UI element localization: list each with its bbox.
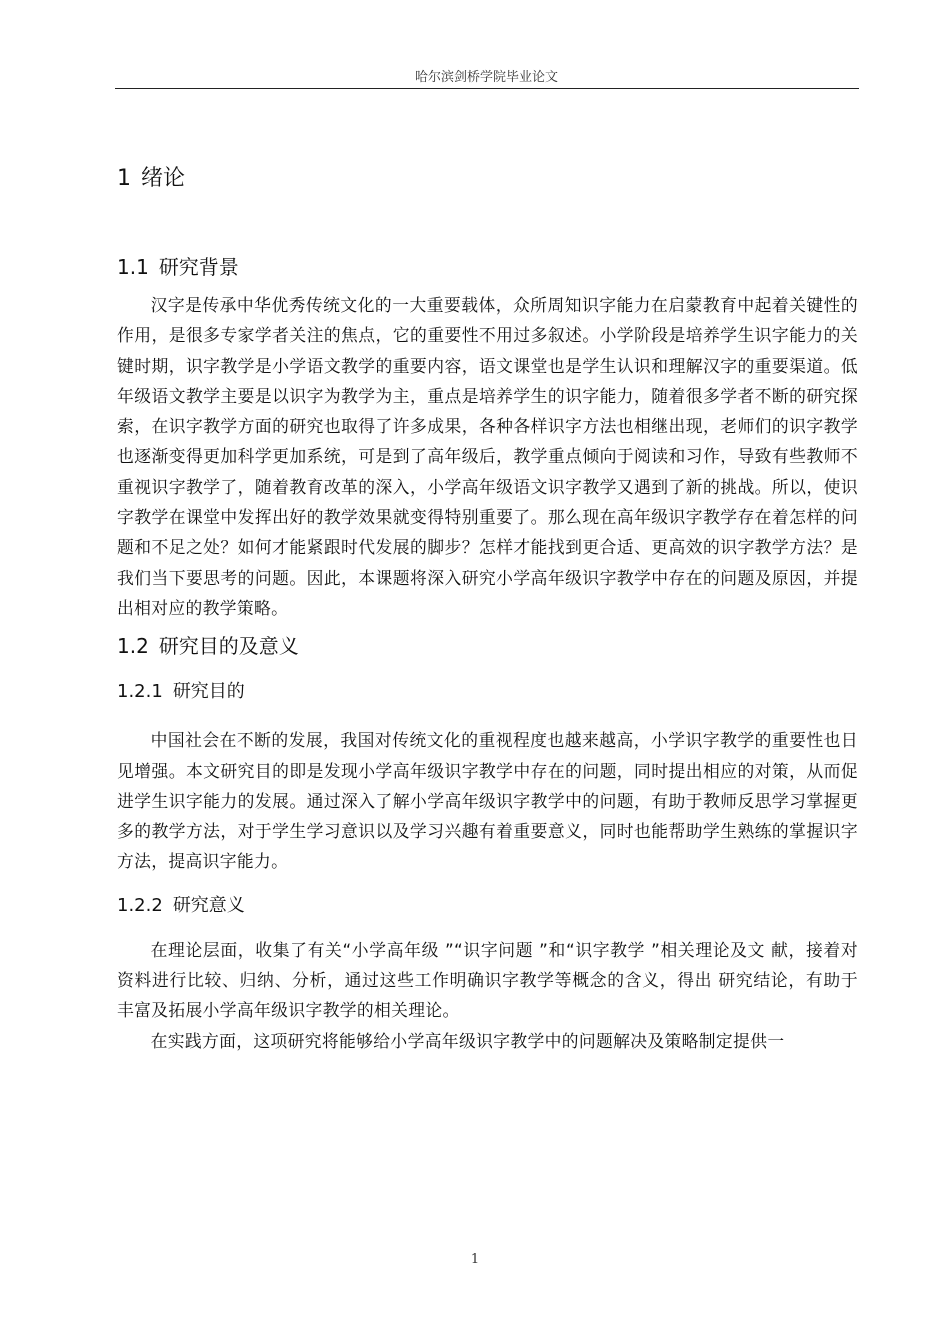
subsection-title: 研究意义 [172, 894, 245, 916]
subsection-title: 研究目的 [172, 681, 245, 703]
subsection-number: 1.2.1 [117, 681, 163, 703]
purpose-paragraph: 中国社会在不断的发展，我国对传统文化的重视程度也越来越高，小学识字教学的重要性也日见增强。本文研究目的即是发现小学高年级识字教学中存在的问题，同时提出相应的对策，从而促进学生识字能力的发展。通过深入了解小学高年级识字教学中的问题，有助于教师反思学习掌握更多的教学方法，对于学生学习意识以及学习兴趣有着重要意义，同时也能帮助学生熟练的掌握识字方法，提高识字能力。 [117, 730, 858, 872]
background-paragraph: 汉字是传承中华优秀传统文化的一大重要载体，众所周知识字能力在启蒙教育中起着关键性的作用，是很多专家学者关注的焦点，它的重要性不用过多叙述。小学阶段是培养学生识字能力的关键时期，识字教学是小学语文教学的重要内容，语文课堂也是学生认识和理解汉字的重要渠道。低年级语文教学主要是以识字为教学为主，重点是培养学生的识字能力，随着很多学者不断的研究探索，在识字教学方面的研究也取得了许多成果，各种各样识字方法也相继出现，老师们的识字教学也逐渐变得更加科学更加系统，可是到了高年级后，教学重点倾向于阅读和习作，导致有些教师不重视识字教学了，随着教育改革的深入，小学高年级语文识字教学又遇到了新的挑战。所以，使识字教学在课堂中发挥出好的教学效果就变得特别重要了。那么现在高年级识字教学存在着怎样的问题和不足之处？如何才能紧跟时代发展的脚步？怎样才能找到更合适、更高效的识字教学方法？是我们当下要思考的问题。因此，本课题将深入研究小学高年级识字教学中存在的问题及原因，并提出相对应的教学策略。 [117, 295, 858, 618]
significance-paragraph-theory: 在理论层面，收集了有关“小学高年级 ”“识字问题 ”和“识字教学 ”相关理论及文 献，接着对资料进行比较、归纳、分析，通过这些工作明确识字教学等概念的含义，得出 研究结论，有助于丰富及拓展小学高年级识字教学的相关理论。 [117, 939, 858, 1021]
subsection-number: 1.2.2 [117, 894, 163, 916]
chapter-number: 1 [117, 166, 131, 191]
section-heading-purpose-significance [117, 631, 858, 661]
page-content [117, 162, 858, 1056]
section-title: 研究背景 [158, 255, 239, 279]
subsection-heading-purpose [117, 677, 858, 707]
section-heading-background [117, 252, 858, 282]
section-number: 1.2 [117, 634, 149, 659]
running-header: 哈尔滨剑桥学院毕业论文 [414, 70, 558, 85]
header-rule [115, 88, 859, 89]
section-number: 1.1 [117, 255, 149, 279]
subsection-heading-significance [117, 891, 858, 921]
chapter-title: 绪论 [141, 166, 186, 191]
chapter-heading [117, 162, 858, 196]
significance-paragraph-practice: 在实践方面，这项研究将能够给小学高年级识字教学中的问题解决及策略制定提供一 [150, 1030, 785, 1051]
section-title: 研究目的及意义 [158, 634, 299, 659]
page-number: 1 [470, 1252, 480, 1267]
